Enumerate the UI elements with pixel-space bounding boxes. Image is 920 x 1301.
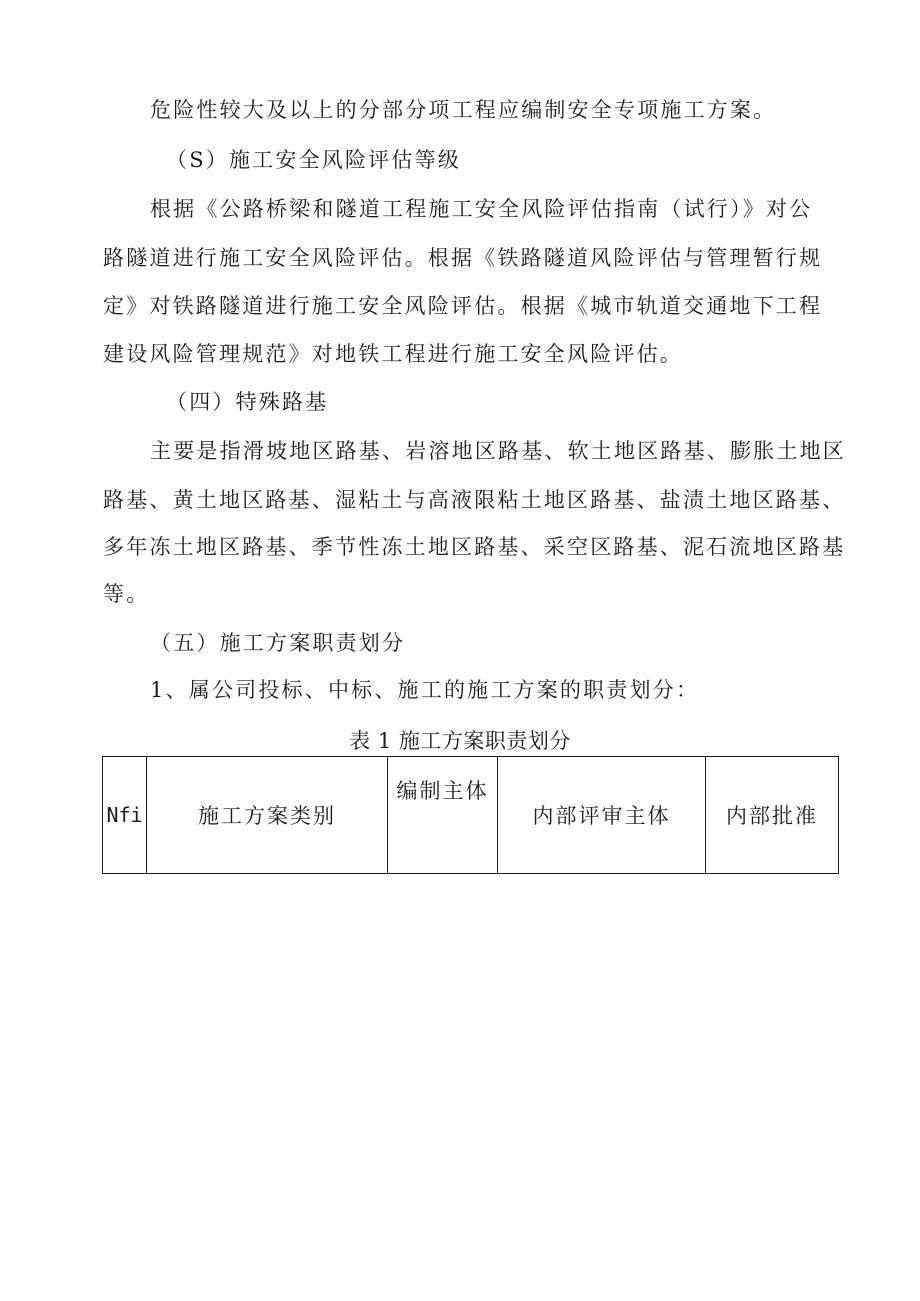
paragraph-risk-assessment-line-1: 根据《公路桥梁和隧道工程施工安全风险评估指南（试行）》对公 [150,197,813,221]
paragraph-subgrade-line-2: 路基、黄土地区路基、湿粘土与高液限粘土地区路基、盐渍土地区路基、 [103,488,846,512]
paragraph-risk-assessment-line-4: 建设风险管理规范》对地铁工程进行施工安全风险评估。 [103,342,683,366]
paragraph-subgrade-line-1: 主要是指滑坡地区路基、岩溶地区路基、软土地区路基、膨胀土地区 [150,439,846,463]
paragraph-responsibility-intro: 1、属公司投标、中标、施工的施工方案的职责划分： [150,678,700,702]
heading-risk-assessment-level: （S）施工安全风险评估等级 [166,148,461,172]
heading-plan-responsibilities: （五）施工方案职责划分 [150,631,406,655]
paragraph-dangerous-works: 危险性较大及以上的分部分项工程应编制安全专项施工方案。 [150,98,777,122]
table-header-row [103,757,839,874]
paragraph-risk-assessment-line-3: 定》对铁路隧道进行施工安全风险评估。根据《城市轨道交通地下工程 [103,294,823,318]
heading-special-subgrade: （四）特殊路基 [166,390,329,414]
paragraph-risk-assessment-line-2: 路隧道进行施工安全风险评估。根据《铁路隧道风险评估与管理暂行规 [103,246,823,270]
header-cell-internal-review: 内部评审主体 [498,757,706,874]
header-cell-internal-approval: 内部批准 [706,757,839,874]
paragraph-subgrade-line-3: 多年冻土地区路基、季节性冻土地区路基、采空区路基、泥石流地区路基 [103,535,846,559]
paragraph-subgrade-line-4: 等。 [103,582,150,606]
header-cell-number: Nfi [103,757,147,874]
header-cell-prepared-by: 编制主体 [388,757,498,874]
table-caption: 表 1 施工方案职责划分 [349,729,571,753]
header-cell-plan-category: 施工方案类别 [147,757,388,874]
responsibility-table [102,756,839,874]
